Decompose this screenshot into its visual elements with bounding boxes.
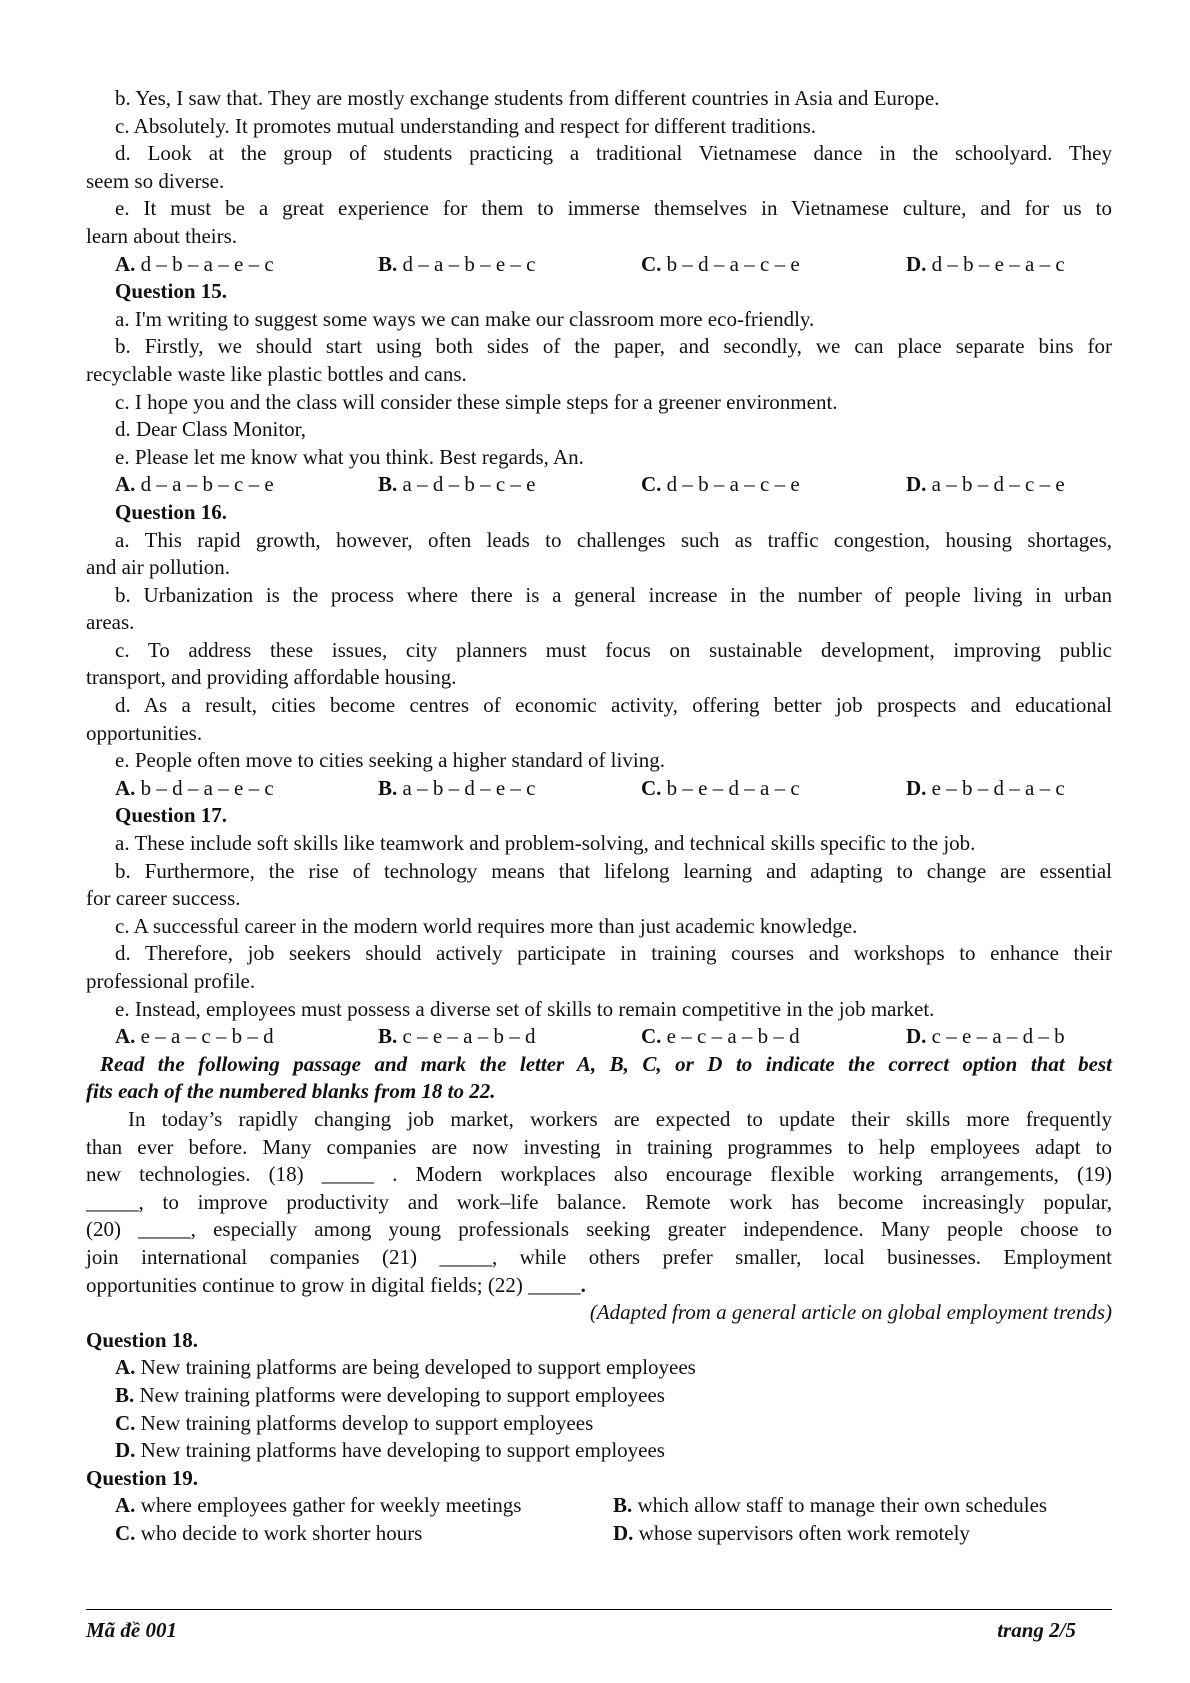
passage-line-3: new technologies. (18) _____ . Modern workplaces also encourage flexible working arrangements, (19): [86, 1162, 1112, 1187]
q19-option-c[interactable]: C. who decide to work shorter hours: [115, 1520, 423, 1545]
q14-option-c[interactable]: C. b – d – a – c – e: [641, 251, 800, 276]
q19-title: Question 19.: [86, 1465, 199, 1490]
q14-sentence-c: c. Absolutely. It promotes mutual understanding and respect for different traditions.: [115, 113, 816, 138]
q16-sentence-e: e. People often move to cities seeking a higher standard of living.: [115, 748, 665, 773]
q15-sentence-c: c. I hope you and the class will consider these simple steps for a greener environment.: [115, 389, 838, 414]
q16-sentence-d-cont: opportunities.: [86, 720, 203, 745]
q15-option-b[interactable]: B. a – d – b – c – e: [378, 472, 536, 497]
q15-option-a[interactable]: A. d – a – b – c – e: [115, 472, 274, 497]
q19-option-d[interactable]: D. whose supervisors often work remotely: [613, 1520, 970, 1545]
q19-options-row-1: [86, 1492, 1112, 1520]
q14-sentence-d: d. Look at the group of students practicing a traditional Vietnamese dance in the schoolyard. They: [115, 141, 1112, 166]
q17-sentence-d: d. Therefore, job seekers should actively participate in training courses and workshops to enhance their: [115, 941, 1112, 966]
q16-option-c[interactable]: C. b – e – d – a – c: [641, 775, 800, 800]
q15-sentence-a: a. I'm writing to suggest some ways we can make our classroom more eco-friendly.: [115, 306, 815, 331]
q17-option-a[interactable]: A. e – a – c – b – d: [115, 1024, 274, 1049]
q15-option-d[interactable]: D. a – b – d – c – e: [906, 472, 1065, 497]
q18-option-d[interactable]: D. New training platforms have developing to support employees: [115, 1438, 665, 1463]
q16-option-d[interactable]: D. e – b – d – a – c: [906, 775, 1065, 800]
q17-sentence-e: e. Instead, employees must possess a diverse set of skills to remain competitive in the job market.: [115, 996, 935, 1021]
q14-option-a[interactable]: A. d – b – a – e – c: [115, 251, 274, 276]
q16-sentence-a-cont: and air pollution.: [86, 555, 231, 580]
passage-line-6: join international companies (21) _____, while others prefer smaller, local businesses. Employment: [86, 1244, 1112, 1269]
q15-sentence-b-cont: recyclable waste like plastic bottles and cans.: [86, 361, 467, 386]
passage-line-4: _____, to improve productivity and work–life balance. Remote work has become increasingly popular,: [86, 1189, 1112, 1214]
section-instruction-cont: fits each of the numbered blanks from 18 to 22.: [86, 1079, 496, 1104]
q16-option-a[interactable]: A. b – d – a – e – c: [115, 775, 274, 800]
passage-line-1: In today’s rapidly changing job market, workers are expected to update their skills more frequently: [128, 1106, 1112, 1131]
q17-sentence-b-cont: for career success.: [86, 886, 241, 911]
passage-line-2: than ever before. Many companies are now investing in training programmes to help employees adapt to: [86, 1134, 1112, 1159]
exam-code: Mã đề 001: [86, 1618, 177, 1642]
q16-options: [86, 775, 1112, 803]
q15-sentence-e: e. Please let me know what you think. Best regards, An.: [115, 444, 584, 469]
q17-sentence-b: b. Furthermore, the rise of technology means that lifelong learning and adapting to change are essential: [115, 858, 1112, 883]
footer-divider: [86, 1609, 1112, 1610]
q14-sentence-d-cont: seem so diverse.: [86, 168, 225, 193]
q14-option-d[interactable]: D. d – b – e – a – c: [906, 251, 1065, 276]
q19-options-row-2: [86, 1520, 1112, 1548]
q18-option-b[interactable]: B. New training platforms were developing to support employees: [115, 1382, 665, 1407]
q15-option-c[interactable]: C. d – b – a – c – e: [641, 472, 800, 497]
q17-sentence-a: a. These include soft skills like teamwork and problem-solving, and technical skills specific to the job.: [115, 831, 976, 856]
q16-option-b[interactable]: B. a – b – d – e – c: [378, 775, 536, 800]
q18-title: Question 18.: [86, 1327, 199, 1352]
q16-sentence-a: a. This rapid growth, however, often leads to challenges such as traffic congestion, housing shortages,: [115, 527, 1112, 552]
q17-option-c[interactable]: C. e – c – a – b – d: [641, 1024, 800, 1049]
q17-title: Question 17.: [115, 803, 228, 828]
passage-line-5: (20) _____, especially among young professionals seeking greater independence. Many people choose to: [86, 1217, 1112, 1242]
q19-option-a[interactable]: A. where employees gather for weekly meetings: [115, 1493, 522, 1518]
q16-sentence-c: c. To address these issues, city planners must focus on sustainable development, improving public: [115, 637, 1112, 662]
q18-option-c[interactable]: C. New training platforms develop to support employees: [115, 1410, 594, 1435]
q14-option-b[interactable]: B. d – a – b – e – c: [378, 251, 536, 276]
q16-title: Question 16.: [115, 499, 228, 524]
q17-option-d[interactable]: D. c – e – a – d – b: [906, 1024, 1065, 1049]
exam-page-content: [86, 85, 1112, 1547]
page-number: trang 2/5: [997, 1618, 1076, 1642]
section-instruction: Read the following passage and mark the letter A, B, C, or D to indicate the correct option that best: [100, 1051, 1112, 1076]
q17-sentence-d-cont: professional profile.: [86, 969, 256, 993]
q15-sentence-d: d. Dear Class Monitor,: [115, 417, 307, 442]
q14-sentence-b: b. Yes, I saw that. They are mostly exchange students from different countries in Asia and Europe.: [115, 86, 940, 110]
q15-options: [86, 471, 1112, 499]
passage-source: (Adapted from a general article on global employment trends): [589, 1300, 1112, 1325]
q14-sentence-e-cont: learn about theirs.: [86, 223, 238, 248]
q17-options: [86, 1023, 1112, 1051]
q15-sentence-b: b. Firstly, we should start using both sides of the paper, and secondly, we can place separate bins for: [115, 334, 1112, 359]
passage-line-7: opportunities continue to grow in digital fields; (22) _____.: [86, 1272, 586, 1297]
q17-option-b[interactable]: B. c – e – a – b – d: [378, 1024, 536, 1049]
q14-sentence-e: e. It must be a great experience for them to immerse themselves in Vietnamese culture, and for us to: [115, 196, 1112, 221]
q16-sentence-b-cont: areas.: [86, 610, 135, 635]
page-footer: [86, 1618, 1076, 1643]
q18-option-a[interactable]: A. New training platforms are being developed to support employees: [115, 1355, 696, 1380]
q15-title: Question 15.: [115, 279, 228, 304]
q16-sentence-d: d. As a result, cities become centres of economic activity, offering better job prospects and educational: [115, 693, 1112, 718]
q16-sentence-c-cont: transport, and providing affordable housing.: [86, 665, 457, 690]
q14-options: [86, 251, 1112, 279]
q16-sentence-b: b. Urbanization is the process where there is a general increase in the number of people living in urban: [115, 582, 1112, 607]
q17-sentence-c: c. A successful career in the modern world requires more than just academic knowledge.: [115, 913, 858, 938]
q19-option-b[interactable]: B. which allow staff to manage their own schedules: [613, 1493, 1048, 1518]
